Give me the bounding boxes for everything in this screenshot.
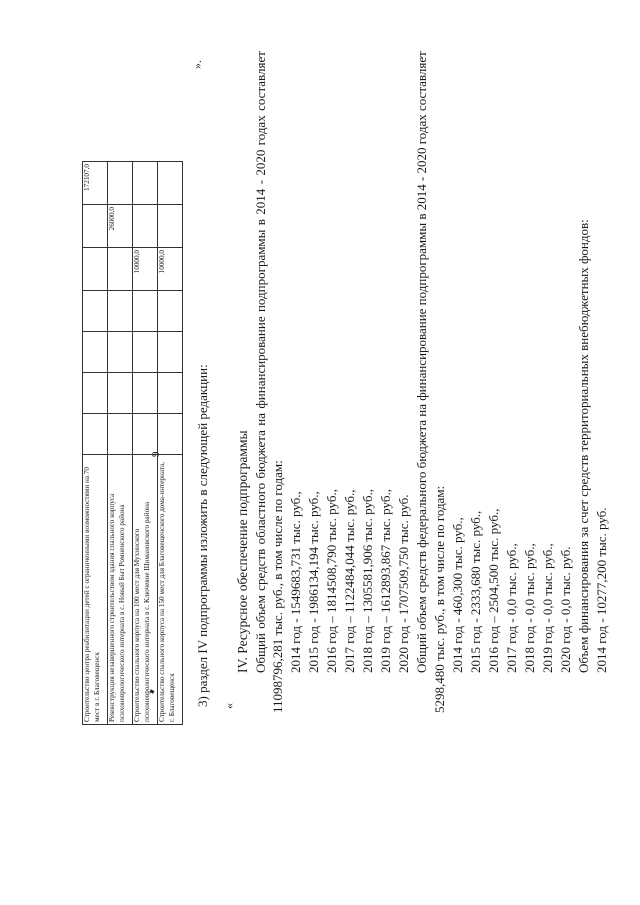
federal-word: объем [414,596,429,630]
regional-word: подпрограммы [253,229,268,313]
regional-word: финансирование [253,316,268,409]
table-row [133,162,158,725]
table-row [83,162,108,725]
federal-word: на [414,403,429,417]
regional-intro-line [253,51,269,673]
federal-year-2018: 2018 год - 0,0 тыс. руб., [522,543,537,673]
federal-word: годах [414,114,429,145]
federal-word: федерального [414,471,429,548]
regional-year-2014: 2014 год - 1549683,731 тыс. руб., [288,491,303,673]
federal-word: Общий [414,633,429,673]
regional-year-2015: 2015 год - 1986134,194 тыс. руб., [306,491,321,673]
extra-funds-intro: Объем финансирования за счет средств территориальных внебюджетных фондов: [576,219,591,673]
federal-intro-cont: 5298,480 тыс. руб., в том числе по годам: [432,485,447,713]
regional-word: годах [253,115,268,146]
table-row [108,162,133,725]
table-cell-value: 10000,0 [133,248,158,291]
regional-word: средств [253,548,268,591]
federal-word: - [414,176,429,182]
federal-word: составляет [414,51,429,112]
regional-word: объем [253,595,268,629]
federal-word: 2014 [414,184,429,211]
regional-word: составляет [253,51,268,111]
regional-word: областного [253,482,268,545]
extra-funds-2014: 2014 год - 10277,200 тыс. руб. [594,507,609,673]
construction-table [82,161,183,725]
page-number: 9 [150,451,162,457]
regional-year-2016: 2016 год – 1814508,790 тыс. руб., [324,489,339,673]
closing-quote: ». [190,60,204,69]
regional-word: 2020 [253,149,268,176]
table-cell-value: 10000,0 [158,248,183,291]
regional-intro-cont: 11098796,281 тыс. руб., в том числе по годам: [270,460,285,713]
regional-year-2018: 2018 год – 1305581,906 тыс. руб., [360,489,375,673]
regional-word: - [253,180,268,185]
federal-year-2014: 2014 год - 460,300 тыс. руб., [450,517,465,673]
regional-year-2019: 2019 год – 1612893,867 тыс. руб., [378,489,393,673]
federal-year-2016: 2016 год – 2504,500 тыс. руб., [486,508,501,673]
table-row [158,162,183,725]
regional-year-2020: 2020 год - 1707509,750 тыс. руб. [396,494,411,673]
regional-word: 2014 [253,188,268,215]
table-cell-value: 26000,0 [108,205,133,248]
table-cell-name: Строительство центра реабилитации детей с ограниченными возможностями на 70 мест в г. Благовещенск [83,455,108,725]
federal-word: финансирование [414,308,429,401]
regional-word: Общий [253,633,268,673]
federal-word: подпрограммы [414,222,429,306]
regional-year-2017: 2017 год – 1122484,044 тыс. руб., [342,489,357,673]
table-cell-name: Строительство спального корпуса на 100 мест для Мухинского психоневрологического интерната в с. Ключевое Шимановского района [133,455,158,725]
federal-intro-line [414,51,430,673]
regional-word: в [253,219,268,226]
table-cell-value: 172107,0 [83,162,108,205]
federal-word: в [414,213,429,220]
regional-word: на [253,412,268,426]
item-3-text: 3) раздел IV подпрограммы изложить в следующей редакции: [195,364,210,707]
federal-year-2020: 2020 год - 0,0 тыс. руб. [558,546,573,673]
federal-year-2015: 2015 год - 2333,680 тыс. руб., [468,510,483,673]
opening-quote: « [222,703,236,709]
table-cell-name: Реконструкция незавершенного строительством здания спального корпуса психоневрологического интерната в с. Новый Быт Ромненского района [108,455,133,725]
federal-word: средств [414,551,429,594]
regional-word: бюджета [253,430,268,479]
federal-word: 2020 [414,147,429,174]
section-heading: IV. Ресурсное обеспечение подпрограммы [235,430,250,673]
federal-year-2017: 2017 год - 0,0 тыс. руб., [504,543,519,673]
table-cell-name: Строительство спального корпуса на 150 мест для Благовещенского дома-интерната, г. Благовещенск [158,455,183,725]
federal-year-2019: 2019 год - 0,0 тыс. руб., [540,543,555,673]
federal-word: бюджета [414,419,429,469]
